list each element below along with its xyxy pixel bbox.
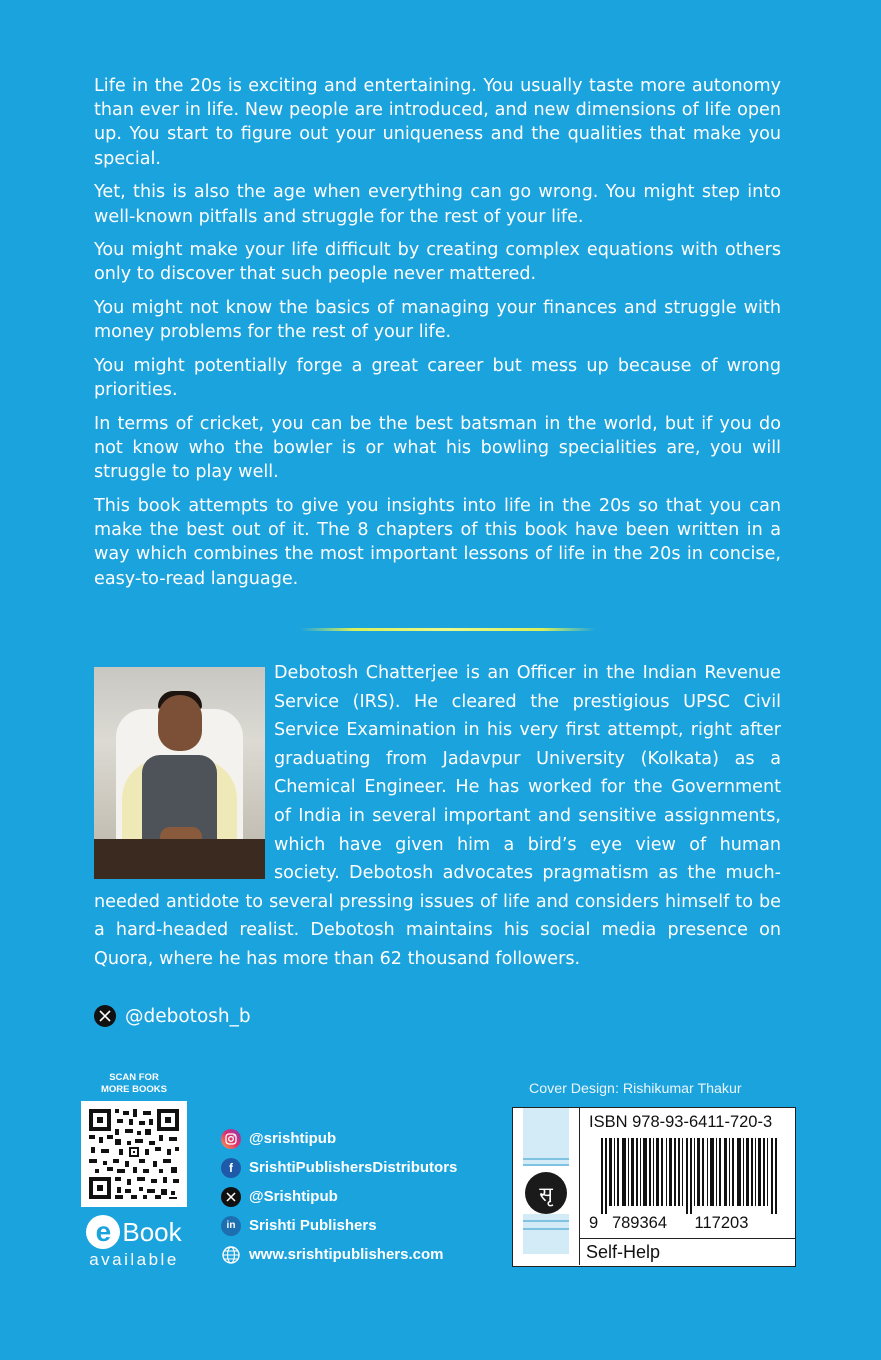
blurb-paragraph-6: In terms of cricket, you can be the best batsman in the world, but if you do not know who the bowler is or what his bowling specialities are, you will struggle to play well. [94, 413, 781, 483]
social-x[interactable] [221, 1182, 457, 1211]
section-divider [300, 628, 596, 631]
author-twitter-handle: @debotosh_b [125, 1005, 251, 1027]
x-handle: @Srishtipub [249, 1188, 338, 1205]
barcode [589, 1138, 791, 1214]
globe-icon [221, 1245, 241, 1265]
blurb-paragraph-1: Life in the 20s is exciting and entertaining. You usually taste more autonomy than ever in life. New people are introduced, and new dimensions of life open up. You start to figure out your uniqueness and the qualities that make you special. [94, 76, 781, 169]
genre-label: Self-Help [579, 1238, 795, 1266]
publisher-logo-icon: सृ [525, 1172, 567, 1214]
social-website[interactable] [221, 1240, 457, 1269]
isbn-number: ISBN 978-93-6411-720-3 [589, 1113, 773, 1131]
x-logo-icon [94, 1005, 116, 1027]
isbn-box [512, 1107, 796, 1267]
instagram-handle: @srishtipub [249, 1130, 337, 1147]
linkedin-icon: in [221, 1216, 241, 1236]
scan-label: SCAN FOR MORE BOOKS [101, 1072, 167, 1095]
author-bio: Debotosh Chatterjee is an Officer in the Indian Revenue Service (IRS). He cleared the prestigious UPSC Civil Service Examination in his very first attempt, right after graduating from Jadavpur University (Kolkata) as a Chemical Engineer. He has worked for the Government of India in several important and sensitive assignments, which have given him a bird’s eye view of human society. Debotosh advocates pragmatism as the much-needed antidote to several pressing issues of life and considers himself to be a hard-headed realist. Debotosh maintains his social media presence on Quora, where he has more than 62 thousand followers. [94, 663, 781, 969]
cover-design-credit: Cover Design: Rishikumar Thakur [529, 1081, 742, 1097]
blurb-paragraph-3: You might make your life difficult by creating complex equations with others only to discover that such people never mattered. [94, 240, 781, 285]
social-linkedin[interactable] [221, 1211, 457, 1240]
instagram-icon [221, 1129, 241, 1149]
blurb-text [94, 74, 781, 600]
author-section [94, 659, 781, 974]
social-instagram[interactable] [221, 1124, 457, 1153]
website-url: www.srishtipublishers.com [249, 1246, 444, 1263]
qr-code[interactable] [81, 1101, 187, 1207]
ebook-available: available [89, 1250, 179, 1269]
ebook-e-icon: e [86, 1215, 120, 1249]
blurb-paragraph-2: Yet, this is also the age when everything can go wrong. You might step into well-known pitfalls and struggle for the rest of your life. [94, 182, 781, 227]
ebook-word: Book [122, 1216, 182, 1247]
blurb-paragraph-5: You might potentially forge a great career but mess up because of wrong priorities. [94, 356, 781, 401]
social-facebook[interactable] [221, 1153, 457, 1182]
barcode-digits: 9 789364 117203 [589, 1214, 749, 1232]
x-icon [221, 1187, 241, 1207]
blurb-paragraph-7: This book attempts to give you insights into life in the 20s so that you can make the best out of it. The 8 chapters of this book have been written in a way which combines the most important lessons of life in the 20s in concise, easy-to-read language. [94, 496, 781, 589]
facebook-handle: SrishtiPublishersDistributors [249, 1159, 458, 1176]
ebook-badge [81, 1215, 187, 1249]
linkedin-handle: Srishti Publishers [249, 1217, 377, 1234]
author-photo [94, 667, 265, 879]
qr-block [81, 1072, 187, 1270]
facebook-icon: f [221, 1158, 241, 1178]
author-twitter[interactable] [94, 1003, 251, 1029]
blurb-paragraph-4: You might not know the basics of managing your finances and struggle with money problems for the rest of your life. [94, 298, 781, 343]
publisher-logo-panel [513, 1108, 580, 1265]
social-links [221, 1124, 457, 1269]
